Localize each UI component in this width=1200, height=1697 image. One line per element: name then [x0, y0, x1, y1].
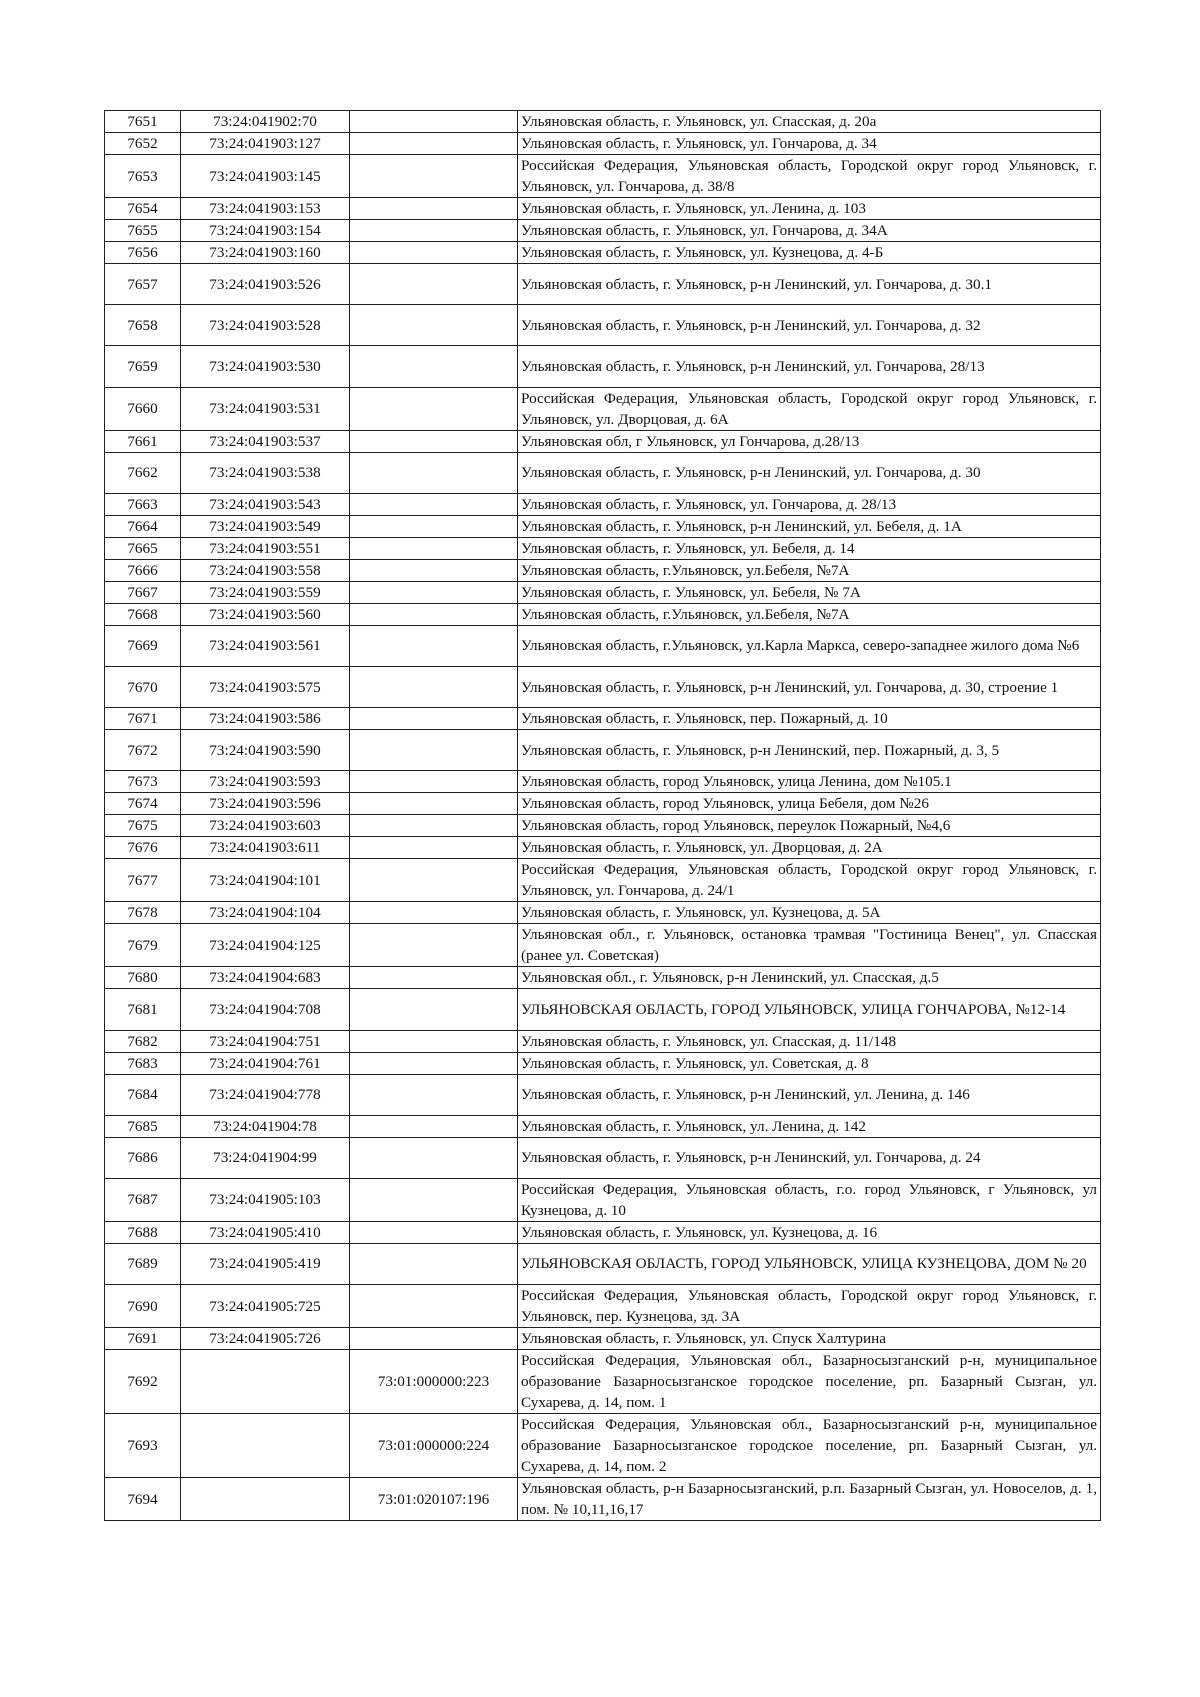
table-row: [105, 1052, 1101, 1074]
row-number: 7655: [105, 220, 181, 242]
row-number: 7688: [105, 1221, 181, 1243]
row-number: 7686: [105, 1137, 181, 1178]
row-number: 7673: [105, 771, 181, 793]
row-number: 7685: [105, 1115, 181, 1137]
row-number: 7683: [105, 1052, 181, 1074]
cadastral-number: 73:24:041904:708: [181, 989, 350, 1030]
cadastral-number-alt: [350, 346, 518, 387]
address: Российская Федерация, Ульяновская область, г.о. город Ульяновск, г Ульяновск, ул Кузнецова, д. 10: [518, 1178, 1101, 1221]
row-number: 7657: [105, 264, 181, 305]
cadastral-number-alt: [350, 708, 518, 730]
address: Ульяновская область, г. Ульяновск, ул. Кузнецова, д. 5А: [518, 902, 1101, 924]
address: Ульяновская область, г. Ульяновск, ул. Кузнецова, д. 16: [518, 1221, 1101, 1243]
row-number: 7687: [105, 1178, 181, 1221]
cadastral-number: 73:24:041903:561: [181, 625, 350, 666]
table-row: [105, 708, 1101, 730]
table-row: [105, 1178, 1101, 1221]
address: Ульяновская область, г. Ульяновск, ул. Бебеля, д. 14: [518, 537, 1101, 559]
row-number: 7658: [105, 305, 181, 346]
address: Российская Федерация, Ульяновская область, Городской округ город Ульяновск, г. Ульяновск, пер. Кузнецова, зд. 3А: [518, 1285, 1101, 1328]
table-row: [105, 242, 1101, 264]
table-row: [105, 515, 1101, 537]
address: Российская Федерация, Ульяновская область, Городской округ город Ульяновск, г. Ульяновск, ул. Гончарова, д. 38/8: [518, 155, 1101, 198]
table-row: [105, 198, 1101, 220]
cadastral-number-alt: [350, 1030, 518, 1052]
table-row: [105, 387, 1101, 430]
cadastral-number-alt: [350, 603, 518, 625]
row-number: 7667: [105, 581, 181, 603]
row-number: 7694: [105, 1478, 181, 1521]
table-row: [105, 924, 1101, 967]
address: Ульяновская область, г. Ульяновск, пер. Пожарный, д. 10: [518, 708, 1101, 730]
row-number: 7678: [105, 902, 181, 924]
table-row: [105, 793, 1101, 815]
cadastral-number-alt: [350, 730, 518, 771]
address: Ульяновская обл., г. Ульяновск, р-н Ленинский, ул. Спасская, д.5: [518, 967, 1101, 989]
row-number: 7672: [105, 730, 181, 771]
cadastral-number: 73:24:041903:593: [181, 771, 350, 793]
cadastral-number: 73:24:041903:560: [181, 603, 350, 625]
address: Ульяновская область, г. Ульяновск, ул. Дворцовая, д. 2А: [518, 837, 1101, 859]
table-row: [105, 111, 1101, 133]
cadastral-number: 73:24:041903:153: [181, 198, 350, 220]
cadastral-number: 73:24:041903:154: [181, 220, 350, 242]
cadastral-number: 73:24:041905:725: [181, 1285, 350, 1328]
cadastral-number: 73:24:041904:78: [181, 1115, 350, 1137]
table-row: [105, 771, 1101, 793]
cadastral-number-alt: [350, 1052, 518, 1074]
cadastral-number: 73:24:041904:751: [181, 1030, 350, 1052]
cadastral-number: 73:24:041905:726: [181, 1328, 350, 1350]
table-row: [105, 452, 1101, 493]
table-row: [105, 666, 1101, 707]
cadastral-number-alt: 73:01:000000:224: [350, 1414, 518, 1478]
cadastral-number-alt: [350, 1221, 518, 1243]
cadastral-number: 73:24:041903:127: [181, 133, 350, 155]
cadastral-number-alt: [350, 924, 518, 967]
row-number: 7693: [105, 1414, 181, 1478]
cadastral-number-alt: [350, 859, 518, 902]
row-number: 7689: [105, 1243, 181, 1284]
cadastral-number-alt: [350, 264, 518, 305]
cadastral-number: 73:24:041904:99: [181, 1137, 350, 1178]
row-number: 7680: [105, 967, 181, 989]
cadastral-number-alt: [350, 837, 518, 859]
cadastral-number-alt: [350, 305, 518, 346]
table-row: [105, 346, 1101, 387]
address: Российская Федерация, Ульяновская область, Городской округ город Ульяновск, г. Ульяновск, ул. Дворцовая, д. 6А: [518, 387, 1101, 430]
cadastral-number: 73:24:041904:683: [181, 967, 350, 989]
address: Ульяновская область, г. Ульяновск, р-н Ленинский, ул. Гончарова, д. 30, строение 1: [518, 666, 1101, 707]
address: Ульяновская область, город Ульяновск, переулок Пожарный, №4,6: [518, 815, 1101, 837]
cadastral-number-alt: [350, 815, 518, 837]
cadastral-number: 73:24:041903:530: [181, 346, 350, 387]
cadastral-number-alt: [350, 493, 518, 515]
property-registry-table: [104, 110, 1101, 1521]
cadastral-number: 73:24:041903:528: [181, 305, 350, 346]
cadastral-number: 73:24:041903:559: [181, 581, 350, 603]
cadastral-number-alt: 73:01:020107:196: [350, 1478, 518, 1521]
row-number: 7665: [105, 537, 181, 559]
cadastral-number-alt: [350, 155, 518, 198]
table-row: [105, 1074, 1101, 1115]
address: Ульяновская область, г. Ульяновск, ул. Кузнецова, д. 4-Б: [518, 242, 1101, 264]
cadastral-number: 73:24:041903:537: [181, 430, 350, 452]
cadastral-number-alt: [350, 771, 518, 793]
table-row: [105, 430, 1101, 452]
row-number: 7671: [105, 708, 181, 730]
table-row: [105, 859, 1101, 902]
table-row: [105, 133, 1101, 155]
cadastral-number: [181, 1414, 350, 1478]
address: Ульяновская область, г. Ульяновск, ул. Гончарова, д. 34А: [518, 220, 1101, 242]
address: Ульяновская область, г. Ульяновск, ул. Ленина, д. 103: [518, 198, 1101, 220]
address: УЛЬЯНОВСКАЯ ОБЛАСТЬ, ГОРОД УЛЬЯНОВСК, УЛИЦА КУЗНЕЦОВА, ДОМ № 20: [518, 1243, 1101, 1284]
cadastral-number-alt: [350, 793, 518, 815]
table-row: [105, 967, 1101, 989]
row-number: 7661: [105, 430, 181, 452]
cadastral-number: 73:24:041903:526: [181, 264, 350, 305]
row-number: 7676: [105, 837, 181, 859]
cadastral-number-alt: [350, 1243, 518, 1284]
table-row: [105, 1350, 1101, 1414]
row-number: 7679: [105, 924, 181, 967]
table-row: [105, 1137, 1101, 1178]
cadastral-number: 73:24:041903:603: [181, 815, 350, 837]
address: Ульяновская область, г. Ульяновск, р-н Ленинский, ул. Гончарова, д. 30: [518, 452, 1101, 493]
cadastral-number: 73:24:041904:125: [181, 924, 350, 967]
cadastral-number-alt: [350, 430, 518, 452]
row-number: 7677: [105, 859, 181, 902]
address: Ульяновская область, г. Ульяновск, р-н Ленинский, ул. Ленина, д. 146: [518, 1074, 1101, 1115]
table-row: [105, 902, 1101, 924]
cadastral-number-alt: [350, 1137, 518, 1178]
row-number: 7652: [105, 133, 181, 155]
cadastral-number-alt: [350, 1074, 518, 1115]
row-number: 7664: [105, 515, 181, 537]
address: Ульяновская обл, г Ульяновск, ул Гончарова, д.28/13: [518, 430, 1101, 452]
table-row: [105, 220, 1101, 242]
table-row: [105, 1221, 1101, 1243]
cadastral-number: 73:24:041903:596: [181, 793, 350, 815]
table-row: [105, 603, 1101, 625]
cadastral-number-alt: [350, 198, 518, 220]
row-number: 7692: [105, 1350, 181, 1414]
address: УЛЬЯНОВСКАЯ ОБЛАСТЬ, ГОРОД УЛЬЯНОВСК, УЛИЦА ГОНЧАРОВА, №12-14: [518, 989, 1101, 1030]
address: Ульяновская область, г. Ульяновск, ул. Спасская, д. 20а: [518, 111, 1101, 133]
table-row: [105, 264, 1101, 305]
address: Ульяновская область, г. Ульяновск, ул. Гончарова, д. 34: [518, 133, 1101, 155]
cadastral-number-alt: [350, 1285, 518, 1328]
address: Российская Федерация, Ульяновская область, Городской округ город Ульяновск, г. Ульяновск, ул. Гончарова, д. 24/1: [518, 859, 1101, 902]
cadastral-number-alt: [350, 111, 518, 133]
row-number: 7674: [105, 793, 181, 815]
address: Ульяновская область, г. Ульяновск, р-н Ленинский, ул. Гончарова, 28/13: [518, 346, 1101, 387]
row-number: 7668: [105, 603, 181, 625]
address: Ульяновская область, г. Ульяновск, ул. Спуск Халтурина: [518, 1328, 1101, 1350]
row-number: 7682: [105, 1030, 181, 1052]
cadastral-number: 73:24:041903:160: [181, 242, 350, 264]
row-number: 7669: [105, 625, 181, 666]
cadastral-number-alt: [350, 452, 518, 493]
cadastral-number: 73:24:041904:101: [181, 859, 350, 902]
cadastral-number: 73:24:041902:70: [181, 111, 350, 133]
row-number: 7690: [105, 1285, 181, 1328]
table-row: [105, 559, 1101, 581]
table-row: [105, 837, 1101, 859]
table-row: [105, 730, 1101, 771]
cadastral-number: 73:24:041903:558: [181, 559, 350, 581]
cadastral-number: 73:24:041903:611: [181, 837, 350, 859]
table-row: [105, 155, 1101, 198]
cadastral-number: [181, 1350, 350, 1414]
cadastral-number: 73:24:041903:538: [181, 452, 350, 493]
cadastral-number-alt: [350, 133, 518, 155]
row-number: 7660: [105, 387, 181, 430]
cadastral-number-alt: [350, 387, 518, 430]
cadastral-number-alt: [350, 220, 518, 242]
address: Ульяновская область, г. Ульяновск, р-н Ленинский, ул. Гончарова, д. 30.1: [518, 264, 1101, 305]
cadastral-number-alt: [350, 902, 518, 924]
table-row: [105, 815, 1101, 837]
cadastral-number-alt: [350, 537, 518, 559]
table-row: [105, 1115, 1101, 1137]
cadastral-number: 73:24:041903:531: [181, 387, 350, 430]
address: Ульяновская обл., г. Ульяновск, остановка трамвая "Гостиница Венец", ул. Спасская (ранее ул. Советская): [518, 924, 1101, 967]
cadastral-number-alt: [350, 242, 518, 264]
address: Ульяновская область, город Ульяновск, улица Бебеля, дом №26: [518, 793, 1101, 815]
cadastral-number: 73:24:041903:543: [181, 493, 350, 515]
table-row: [105, 1030, 1101, 1052]
registry-table-body: [105, 111, 1101, 1521]
row-number: 7663: [105, 493, 181, 515]
cadastral-number-alt: [350, 515, 518, 537]
cadastral-number-alt: 73:01:000000:223: [350, 1350, 518, 1414]
address: Российская Федерация, Ульяновская обл., Базарносызганский р-н, муниципальное образование Базарносызганское городское поселение, рп. Базарный Сызган, ул. Сухарева, д. 14, пом. 1: [518, 1350, 1101, 1414]
address: Ульяновская область, г. Ульяновск, ул. Бебеля, № 7А: [518, 581, 1101, 603]
cadastral-number: 73:24:041905:103: [181, 1178, 350, 1221]
cadastral-number-alt: [350, 1115, 518, 1137]
row-number: 7659: [105, 346, 181, 387]
cadastral-number: 73:24:041904:778: [181, 1074, 350, 1115]
address: Ульяновская область, г. Ульяновск, ул. Ленина, д. 142: [518, 1115, 1101, 1137]
table-row: [105, 625, 1101, 666]
table-row: [105, 1414, 1101, 1478]
cadastral-number: 73:24:041903:551: [181, 537, 350, 559]
row-number: 7654: [105, 198, 181, 220]
cadastral-number-alt: [350, 559, 518, 581]
address: Российская Федерация, Ульяновская обл., Базарносызганский р-н, муниципальное образование Базарносызганское городское поселение, рп. Базарный Сызган, ул. Сухарева, д. 14, пом. 2: [518, 1414, 1101, 1478]
address: Ульяновская область, г. Ульяновск, ул. Спасская, д. 11/148: [518, 1030, 1101, 1052]
cadastral-number: 73:24:041903:586: [181, 708, 350, 730]
row-number: 7684: [105, 1074, 181, 1115]
row-number: 7670: [105, 666, 181, 707]
cadastral-number: 73:24:041903:549: [181, 515, 350, 537]
cadastral-number: [181, 1478, 350, 1521]
address: Ульяновская область, г. Ульяновск, ул. Гончарова, д. 28/13: [518, 493, 1101, 515]
address: Ульяновская область, г.Ульяновск, ул.Бебеля, №7А: [518, 603, 1101, 625]
cadastral-number-alt: [350, 581, 518, 603]
address: Ульяновская область, г.Ульяновск, ул.Бебеля, №7А: [518, 559, 1101, 581]
address: Ульяновская область, г.Ульяновск, ул.Карла Маркса, северо-западнее жилого дома №6: [518, 625, 1101, 666]
row-number: 7675: [105, 815, 181, 837]
cadastral-number: 73:24:041903:575: [181, 666, 350, 707]
address: Ульяновская область, г. Ульяновск, р-н Ленинский, пер. Пожарный, д. 3, 5: [518, 730, 1101, 771]
table-row: [105, 989, 1101, 1030]
address: Ульяновская область, город Ульяновск, улица Ленина, дом №105.1: [518, 771, 1101, 793]
address: Ульяновская область, г. Ульяновск, р-н Ленинский, ул. Гончарова, д. 24: [518, 1137, 1101, 1178]
row-number: 7666: [105, 559, 181, 581]
table-row: [105, 537, 1101, 559]
table-row: [105, 1243, 1101, 1284]
table-row: [105, 1478, 1101, 1521]
cadastral-number: 73:24:041905:419: [181, 1243, 350, 1284]
cadastral-number-alt: [350, 1328, 518, 1350]
table-row: [105, 305, 1101, 346]
table-row: [105, 581, 1101, 603]
table-row: [105, 1285, 1101, 1328]
cadastral-number-alt: [350, 967, 518, 989]
cadastral-number: 73:24:041905:410: [181, 1221, 350, 1243]
row-number: 7651: [105, 111, 181, 133]
table-row: [105, 493, 1101, 515]
address: Ульяновская область, г. Ульяновск, р-н Ленинский, ул. Бебеля, д. 1А: [518, 515, 1101, 537]
row-number: 7691: [105, 1328, 181, 1350]
row-number: 7681: [105, 989, 181, 1030]
address: Ульяновская область, г. Ульяновск, ул. Советская, д. 8: [518, 1052, 1101, 1074]
cadastral-number: 73:24:041903:145: [181, 155, 350, 198]
address: Ульяновская область, р-н Базарносызганский, р.п. Базарный Сызган, ул. Новоселов, д. 1, пом. № 10,11,16,17: [518, 1478, 1101, 1521]
cadastral-number-alt: [350, 1178, 518, 1221]
cadastral-number-alt: [350, 666, 518, 707]
cadastral-number: 73:24:041904:104: [181, 902, 350, 924]
cadastral-number-alt: [350, 989, 518, 1030]
row-number: 7656: [105, 242, 181, 264]
cadastral-number-alt: [350, 625, 518, 666]
cadastral-number: 73:24:041903:590: [181, 730, 350, 771]
cadastral-number: 73:24:041904:761: [181, 1052, 350, 1074]
table-row: [105, 1328, 1101, 1350]
row-number: 7653: [105, 155, 181, 198]
row-number: 7662: [105, 452, 181, 493]
address: Ульяновская область, г. Ульяновск, р-н Ленинский, ул. Гончарова, д. 32: [518, 305, 1101, 346]
